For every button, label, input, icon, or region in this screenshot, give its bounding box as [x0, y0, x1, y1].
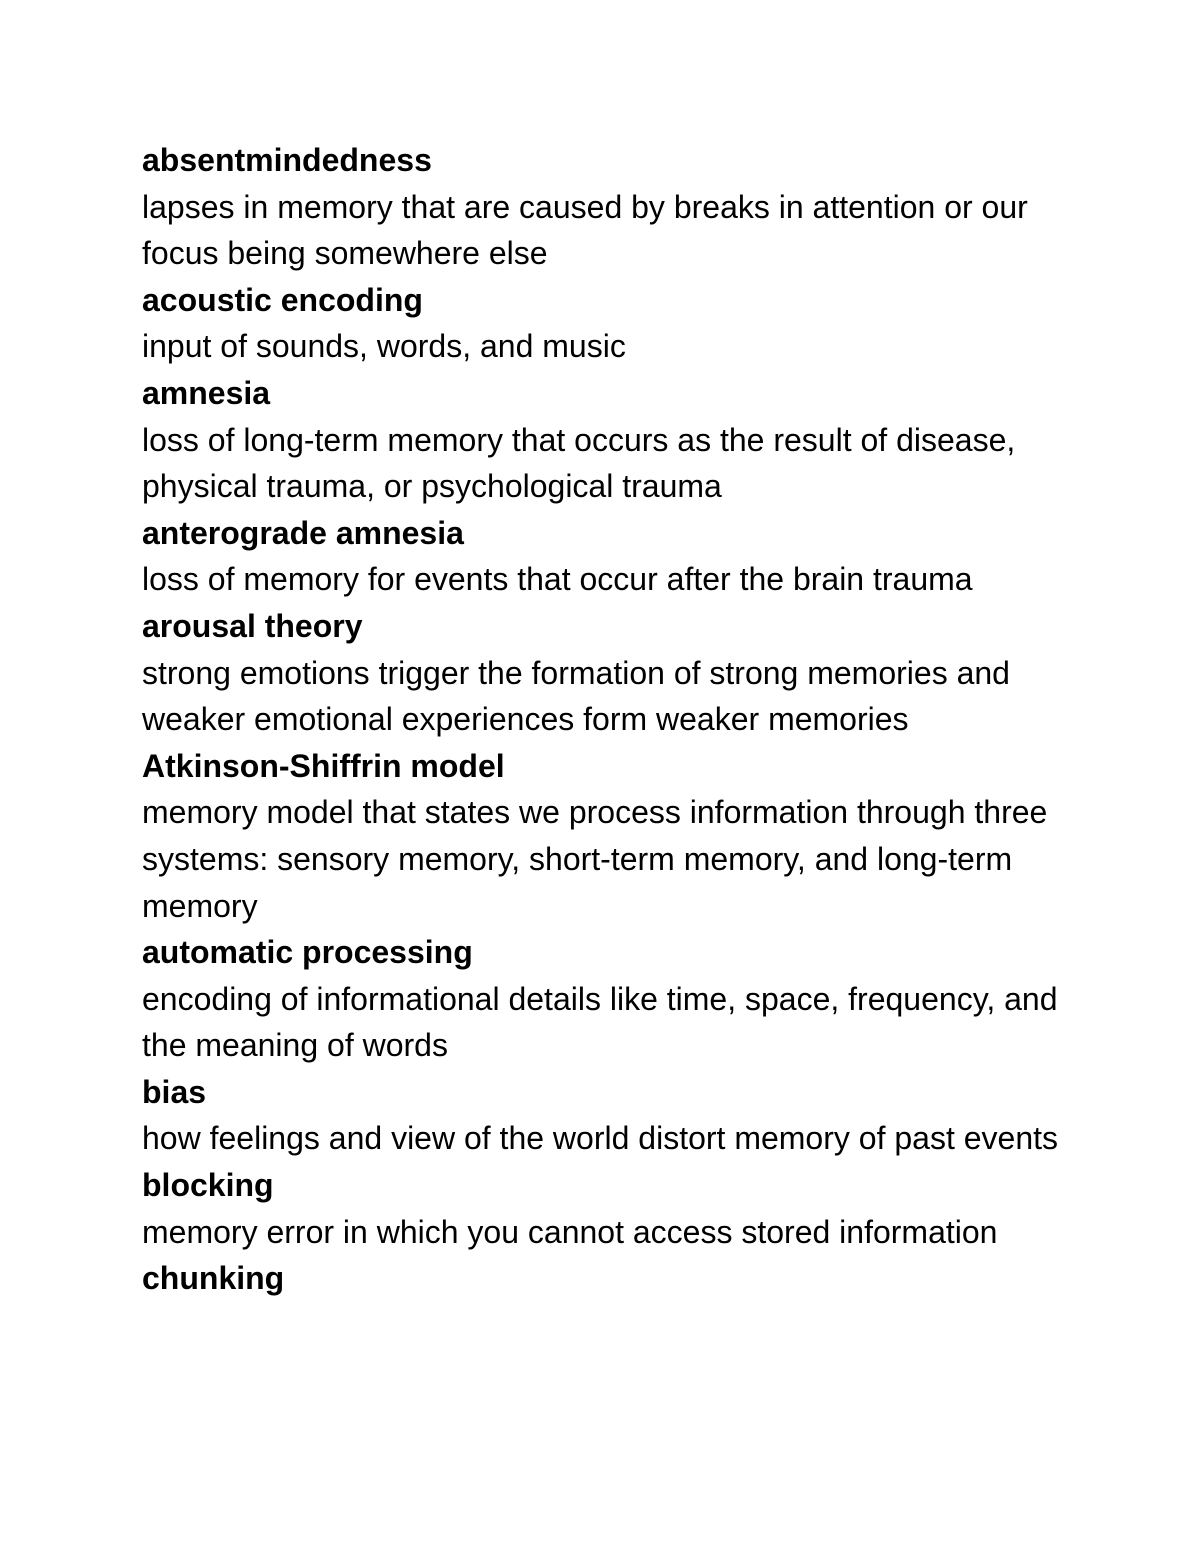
glossary-definition: encoding of informational details like time, space, frequency, and the meaning of words [142, 980, 1058, 1064]
glossary-term: blocking [142, 1167, 274, 1204]
glossary-entry [142, 370, 1072, 510]
glossary-definition: memory model that states we process information through three systems: sensory memory, short-term memory, and long-term memory [142, 794, 1048, 924]
glossary-definition: memory error in which you cannot access stored information [142, 1213, 998, 1250]
glossary-entry [142, 137, 1072, 277]
glossary-term: chunking [142, 1260, 285, 1297]
glossary-term: arousal theory [142, 607, 363, 644]
glossary-term: amnesia [142, 374, 271, 411]
glossary-entry [142, 603, 1072, 743]
glossary-entry [142, 929, 1072, 1069]
glossary-definition: how feelings and view of the world distort memory of past events [142, 1120, 1058, 1157]
glossary-definition: loss of long-term memory that occurs as the result of disease, physical trauma, or psychological trauma [142, 421, 1016, 505]
glossary-term: acoustic encoding [142, 281, 423, 318]
glossary-entry [142, 743, 1072, 929]
glossary-term: anterograde amnesia [142, 514, 464, 551]
glossary-entry [142, 277, 1072, 370]
glossary-term: Atkinson-Shiffrin model [142, 747, 505, 784]
glossary-entry [142, 510, 1072, 603]
glossary-term: absentmindedness [142, 142, 432, 178]
glossary-definition: loss of memory for events that occur after the brain trauma [142, 561, 973, 598]
glossary-entry [142, 1069, 1072, 1162]
glossary-term: bias [142, 1073, 207, 1110]
glossary-term: automatic processing [142, 934, 473, 971]
glossary-definition: lapses in memory that are caused by breaks in attention or our focus being somewhere else [142, 188, 1028, 272]
glossary-definition: strong emotions trigger the formation of strong memories and weaker emotional experiences form weaker memories [142, 654, 1010, 738]
glossary-entry [142, 1162, 1072, 1255]
glossary-entry [142, 1255, 1072, 1302]
glossary-list [142, 137, 1072, 1302]
glossary-definition: input of sounds, words, and music [142, 328, 626, 365]
